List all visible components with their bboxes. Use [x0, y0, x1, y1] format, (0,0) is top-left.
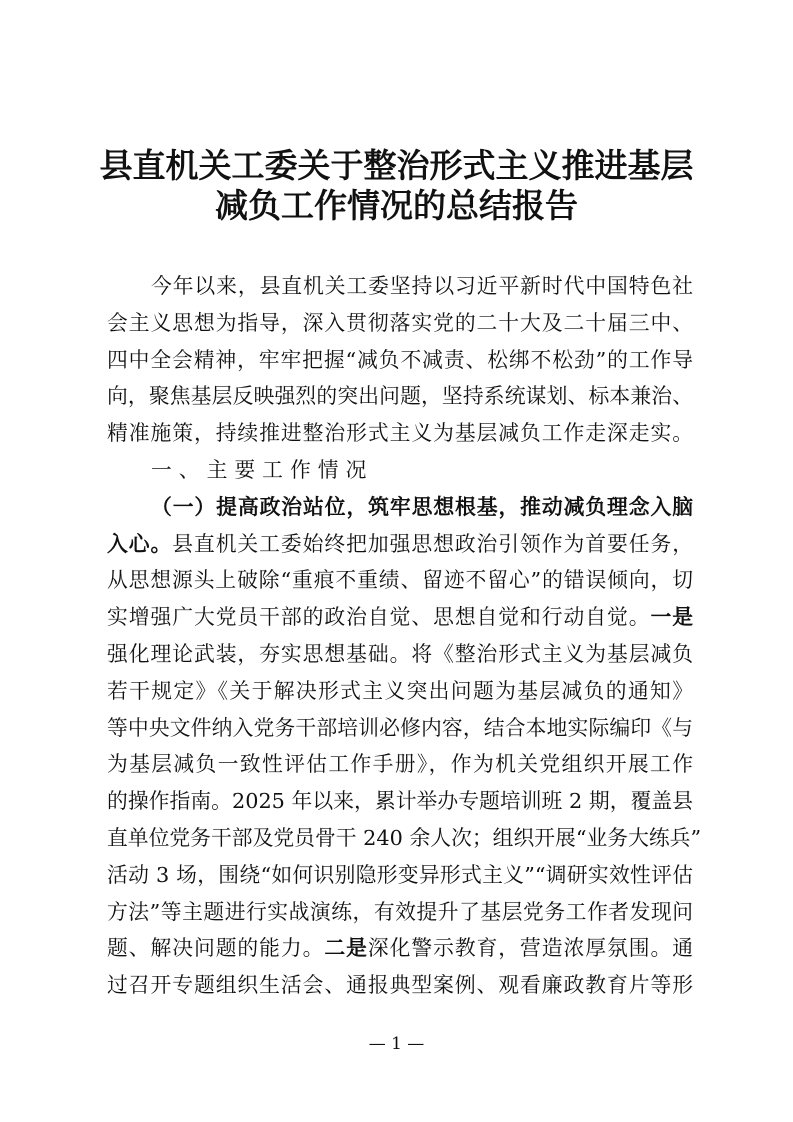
- text-segment: 过召开专题组织生活会、通报典型案例、观看廉政教育片等形: [107, 973, 693, 998]
- text-segment: 的操作指南。2025 年以来，累计举办专题培训班 2 期，覆盖县: [107, 789, 693, 814]
- section-heading: [107, 452, 693, 489]
- text-segment: 活动 3 场，围绕“如何识别隐形变异形式主义”“调研实效性评估: [107, 862, 693, 887]
- text-segment: 若干规定》《关于解决形式主义突出问题为基层减负的通知》: [107, 678, 693, 703]
- text-segment: 深化警示教育，营造浓厚氛围。通: [367, 936, 694, 961]
- text-segment: 实增强广大党员干部的政治自觉、思想自觉和行动自觉。: [107, 605, 651, 630]
- text-line: [107, 673, 693, 710]
- text-line: [107, 305, 693, 342]
- bold-text: （一）提高政治站位，筑牢思想根基，推动减负理念入脑: [151, 494, 693, 519]
- text-segment: 县直机关工委始终把加强思想政治引领作为首要任务，: [172, 531, 694, 556]
- text-segment: 强化理论武装，夯实思想基础。将《整治形式主义为基层减负: [107, 641, 693, 666]
- text-line: [107, 783, 693, 820]
- text-line: [107, 746, 693, 783]
- text-line: [107, 930, 693, 967]
- text-line: [107, 710, 693, 747]
- text-segment: 一、主要工作情况: [151, 457, 374, 482]
- text-segment: 从思想源头上破除“重痕不重绩、留迹不留心”的错误倾向，切: [107, 568, 693, 593]
- text-segment: 今年以来，县直机关工委坚持以习近平新时代中国特色社: [151, 274, 693, 298]
- text-line: [107, 562, 693, 599]
- text-line: [107, 415, 693, 452]
- text-line: [107, 820, 702, 857]
- text-segment: 等中央文件纳入党务干部培训必修内容，结合本地实际编印《与: [107, 715, 693, 740]
- document-title-line-2: 减负工作情况的总结报告: [215, 186, 578, 225]
- text-segment: 四中全会精神，牢牢把握“减负不减责、松绑不松劲”的工作导: [107, 347, 693, 372]
- text-segment: 直单位党务干部及党员骨干 240 余人次；组织开展“业务大练兵”: [107, 825, 702, 850]
- text-segment: 向，聚焦基层反映强烈的突出问题，坚持系统谋划、标本兼治、: [107, 384, 693, 409]
- document-title: [60, 146, 733, 226]
- document-body: [107, 268, 702, 1004]
- text-segment: 为基层减负一致性评估工作手册》，作为机关党组织开展工作: [107, 752, 693, 777]
- text-line: [107, 489, 693, 526]
- text-line: [107, 857, 693, 894]
- document-title-line-1: 县直机关工委关于整治形式主义推进基层: [99, 146, 694, 185]
- text-segment: 精准施策，持续推进整治形式主义为基层减负工作走深走实。: [107, 421, 693, 446]
- bold-text: 一是: [650, 605, 694, 630]
- text-segment: 方法”等主题进行实战演练，有效提升了基层党务工作者发现问: [107, 899, 693, 924]
- text-line: [107, 526, 693, 563]
- text-line: [107, 599, 693, 636]
- text-line: [107, 894, 693, 931]
- page-number: — 1 —: [368, 1034, 425, 1054]
- text-line: [107, 342, 693, 379]
- bold-text: 入心。: [107, 531, 173, 556]
- text-line: [107, 268, 693, 305]
- text-segment: 会主义思想为指导，深入贯彻落实党的二十大及二十届三中、: [107, 310, 693, 335]
- text-line: [107, 378, 693, 415]
- text-line: [107, 636, 693, 673]
- bold-text: 二是: [324, 936, 368, 961]
- text-segment: 题、解决问题的能力。: [107, 936, 325, 961]
- text-line: [107, 967, 693, 1004]
